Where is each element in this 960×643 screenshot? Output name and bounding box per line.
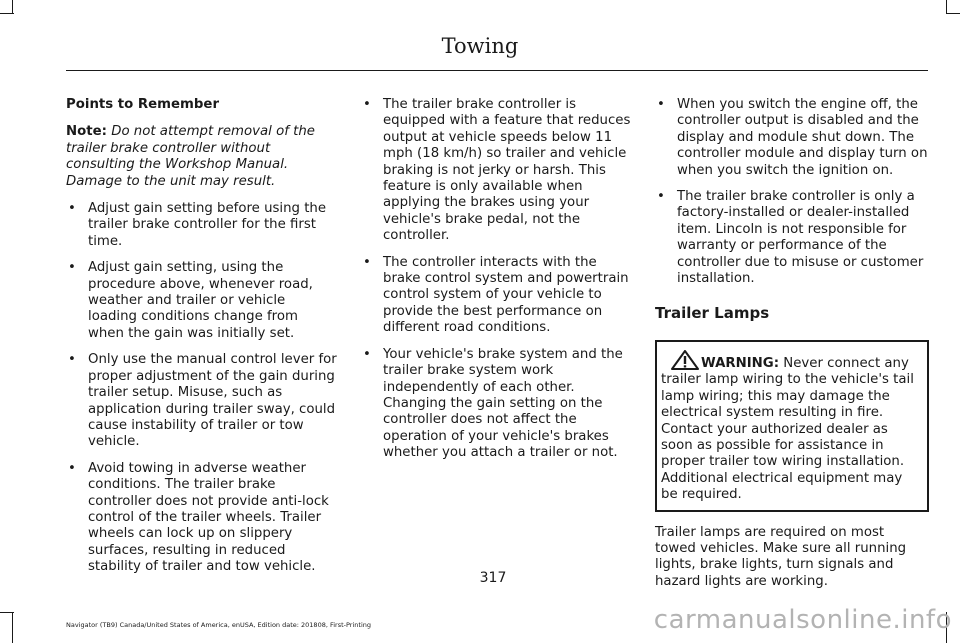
bullet-list (655, 97, 929, 287)
column-2 (361, 97, 636, 472)
crop-mark (12, 0, 13, 14)
crop-mark (0, 13, 14, 14)
list-item (361, 97, 636, 245)
bullet-glyph: • (68, 460, 76, 476)
bullet-list (361, 97, 636, 462)
warning-label: WARNING: (701, 355, 780, 371)
list-item-text: Adjust gain setting before using the trailer brake controller for the first time. (88, 201, 327, 249)
list-item-text: Avoid towing in adverse weather conditions. The trailer brake controller does not provide anti-lock control of the trailer wheels. Trailer wheels can lock up on slippery surfaces, resulting in reduced stability of trailer and tow vehicle. (88, 460, 329, 575)
bullet-glyph: • (68, 352, 76, 368)
points-heading: Points to Remember (66, 97, 220, 112)
bullet-glyph: • (657, 189, 665, 205)
bullet-glyph: • (363, 97, 371, 112)
column-1 (66, 97, 338, 586)
trailer-lamps-body: Trailer lamps are required on most towed vehicles. Make sure all running lights, brake lights, turn signals and hazard lights are working. (655, 524, 907, 589)
warning-triangle-icon (671, 350, 699, 370)
header-divider (66, 70, 928, 71)
list-item-text: The controller interacts with the brake control system and powertrain control system of your vehicle to provide the best performance on different road conditions. (383, 254, 629, 336)
list-item (66, 461, 338, 576)
bullet-glyph: • (68, 260, 76, 276)
crop-mark (946, 0, 947, 14)
list-item (655, 189, 929, 287)
crop-mark (0, 612, 14, 613)
list-item-text: Adjust gain setting, using the procedure above, whenever road, weather and trailer or vehicle loading conditions change from when the gain was initially set. (88, 260, 313, 341)
bullet-list (66, 201, 338, 576)
crop-mark (946, 13, 960, 14)
list-item-text: The trailer brake controller is equipped with a feature that reduces output at vehicle speeds below 11 mph (18 km/h) so trailer and vehicle braking is not jerky or harsh. This feature is only available when applying the brakes using your vehicle's brake pedal, not the controller. (383, 97, 631, 244)
list-item-text: Only use the manual control lever for proper adjustment of the gain during trailer setup. Misuse, such as application during trailer sway, could cause instability of trailer or tow vehicle. (88, 352, 337, 450)
warning-text: Never connect any trailer lamp wiring to the vehicle's tail lamp wiring; this may damage the electrical system resulting in fire. Contact your authorized dealer as soon as possible for assistance in proper trailer tow wiring installation. Additional electrical equipment may be required. (661, 355, 914, 503)
list-item-text: When you switch the engine off, the controller output is disabled and the display and module shut down. The controller module and display turn on when you switch the ignition on. (677, 97, 928, 178)
page-number: 317 (479, 570, 507, 586)
bullet-glyph: • (363, 346, 371, 362)
bullet-glyph: • (68, 201, 76, 217)
list-item (361, 255, 636, 337)
list-item (66, 352, 338, 450)
watermark: carmanualsonline.info (653, 605, 952, 635)
bullet-glyph: • (363, 254, 371, 270)
note-text: Do not attempt removal of the trailer brake controller without consulting the Workshop Manual. Damage to the unit may result. (66, 124, 315, 189)
note-label: Note: (66, 124, 107, 140)
column-3 (655, 97, 929, 590)
crop-mark (12, 612, 13, 643)
section-title-trailer-lamps: Trailer Lamps (655, 304, 770, 323)
bullet-glyph: • (657, 97, 665, 112)
page-title: Towing (441, 34, 519, 58)
footer-edition-text: Navigator (TB9) Canada/United States of America, enUSA, Edition date: 201808, First-Printing (66, 621, 371, 629)
list-item (655, 97, 929, 179)
list-item-text: Your vehicle's brake system and the trailer brake system work independently of each other. Changing the gain setting on the controller does not affect the operation of your vehicle's brakes whether you attach a trailer or not. (383, 346, 623, 461)
list-item-text: The trailer brake controller is only a factory-installed or dealer-installed item. Lincoln is not responsible for warranty or performance of the controller due to misuse or customer installation. (677, 189, 924, 287)
list-item (361, 347, 636, 462)
list-item (66, 260, 338, 342)
warning-box (655, 340, 929, 512)
list-item (66, 201, 338, 250)
note-paragraph (66, 124, 338, 190)
